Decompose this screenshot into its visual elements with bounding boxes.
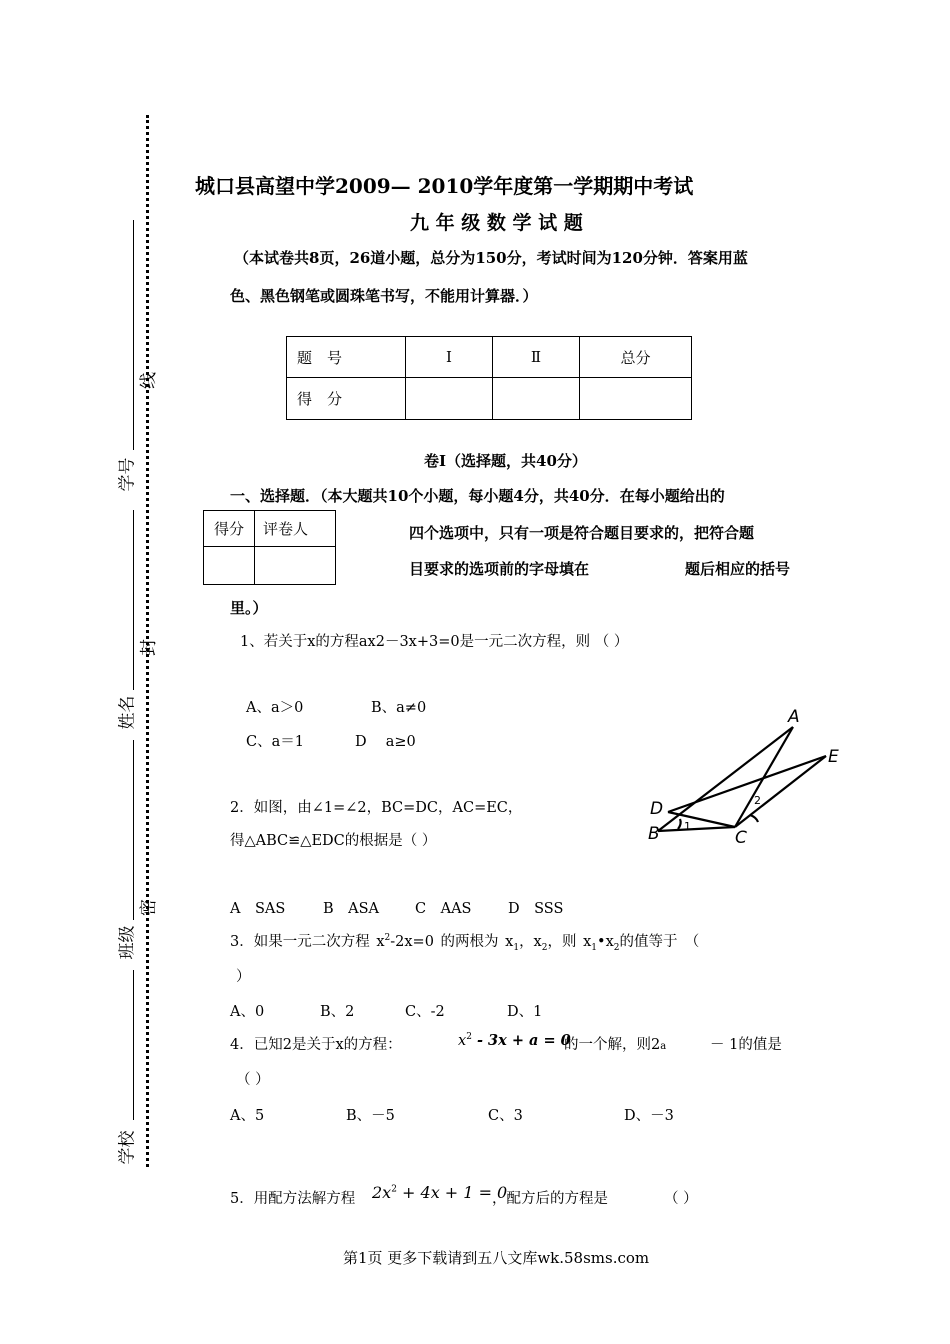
margin-school-label: 学校 — [117, 1130, 138, 1165]
figure-angle-2: 2 — [754, 794, 761, 807]
figure-angle-1: 1 — [684, 820, 691, 833]
q2-option-b: B ASA — [323, 901, 380, 917]
figure-label-e: E — [828, 747, 839, 767]
exam-title: 城口县高望中学2009— 2010学年度第一学期期中考试 — [195, 174, 694, 198]
grader-box-label: 得分 — [204, 511, 255, 547]
q3-option-a: A、0 — [230, 1004, 265, 1020]
q4-option-a: A、5 — [230, 1108, 265, 1124]
seal-mi-label: 密 — [139, 899, 159, 916]
score-cell[interactable] — [493, 378, 580, 420]
margin-class-label: 班级 — [117, 925, 138, 960]
grader-cell[interactable] — [204, 547, 255, 585]
q4-stem-c: － 1的值是 — [710, 1037, 782, 1053]
q2-option-a: A SAS — [230, 901, 286, 917]
score-table-header: 题 号 — [287, 337, 406, 378]
exam-subtitle: 九 年 级 数 学 试 题 — [410, 212, 583, 234]
margin-name-label: 姓名 — [117, 695, 138, 730]
q1-option-d: D a≥0 — [355, 734, 416, 750]
grader-box-label: 评卷人 — [255, 511, 336, 547]
q4-option-c: C、3 — [488, 1108, 523, 1124]
q3-option-b: B、2 — [320, 1004, 355, 1020]
q1-option-b: B、a≠0 — [371, 700, 427, 716]
margin-underline — [133, 970, 134, 1120]
section1-intro-line1: 一、选择题．（本大题共10个小题，每小题4分，共40分．在每小题给出的 — [230, 487, 725, 505]
seal-feng-label: 封 — [139, 639, 159, 656]
figure-segment — [668, 756, 826, 812]
figure-label-a: A — [788, 707, 800, 727]
q3-option-d: D、1 — [507, 1004, 543, 1020]
score-table-label: 得 分 — [287, 378, 406, 420]
q3-stem-end: ） — [236, 969, 251, 985]
score-table-header: Ⅱ — [493, 337, 580, 378]
q2-option-d: D SSS — [508, 901, 564, 917]
q4-stem-a: 4．已知2是关于x的方程： — [230, 1037, 402, 1053]
q5-paren: （ ） — [664, 1191, 698, 1207]
section1-intro-line3a: 目要求的选项前的字母填在 — [409, 560, 590, 578]
figure-segment — [735, 756, 826, 827]
score-cell[interactable] — [406, 378, 493, 420]
q2-option-c: C AAS — [415, 901, 472, 917]
q1-stem: 1、若关于x的方程ax2－3x+3=0是一元二次方程，则 （ ） — [240, 634, 629, 650]
angle-2-arc — [750, 815, 758, 822]
q3-option-c: C、-2 — [405, 1004, 445, 1020]
q5-equation: $2x^2 + 4x + 1 = 0$ — [372, 1183, 508, 1202]
q1-option-a: A、a＞0 — [246, 700, 304, 716]
figure-label-c: C — [735, 828, 747, 848]
seal-line-label: 线 — [139, 372, 159, 389]
figure-label-b: B — [648, 824, 660, 844]
instructions-line1: （本试卷共8页，26道小题，总分为150分，考试时间为120分钟．答案用蓝 — [234, 249, 748, 267]
margin-underline — [133, 220, 134, 450]
instructions-line2: 色、黑色钢笔或圆珠笔书写，不能用计算器．） — [230, 287, 538, 305]
angle-1-arc — [678, 819, 681, 829]
q4-option-d: D、－3 — [624, 1108, 674, 1124]
q2-triangle-figure — [640, 700, 855, 850]
q3-stem: 3．如果一元二次方程 $x^2-2x=0$ 的两根为 $x_1$，$x_2$，则 $x_1•x_2$的值等于 （ — [230, 933, 700, 953]
score-cell[interactable] — [580, 378, 692, 420]
grader-box — [203, 510, 336, 585]
section1-heading: 卷Ⅰ（选择题，共40分） — [424, 452, 587, 470]
page-footer: 第1页 更多下载请到五八文库wk.58sms.com — [343, 1249, 650, 1267]
section1-intro-line4: 里。） — [230, 599, 268, 617]
q2-stem-line1: 2．如图，由∠1=∠2，BC=DC，AC=EC， — [230, 800, 523, 816]
q4-stem-b: 的一个解，则2a — [564, 1037, 667, 1053]
figure-segment — [668, 812, 735, 827]
score-table-header: 总分 — [580, 337, 692, 378]
section1-intro-line2: 四个选项中，只有一项是符合题目要求的，把符合题 — [409, 524, 755, 542]
margin-underline — [133, 740, 134, 920]
section1-intro-line3b: 题后相应的括号 — [685, 560, 791, 578]
q2-stem-line2: 得△ABC≌△EDC的根据是（ ） — [230, 833, 437, 849]
grader-cell[interactable] — [255, 547, 336, 585]
q4-option-b: B、－5 — [346, 1108, 395, 1124]
q5-stem-b: ，配方后的方程是 — [492, 1191, 608, 1207]
q1-option-c: C、a＝1 — [246, 734, 304, 750]
figure-label-d: D — [650, 799, 664, 819]
score-table-header: Ⅰ — [406, 337, 493, 378]
margin-student-no-label: 学号 — [117, 457, 138, 492]
q5-stem-a: 5．用配方法解方程 — [230, 1191, 356, 1207]
q4-equation: $x^2 - 3x + a = 0$ — [458, 1032, 571, 1049]
q4-paren: （ ） — [236, 1072, 270, 1088]
figure-segment — [658, 827, 735, 831]
margin-underline — [133, 510, 134, 690]
score-table — [286, 336, 692, 420]
